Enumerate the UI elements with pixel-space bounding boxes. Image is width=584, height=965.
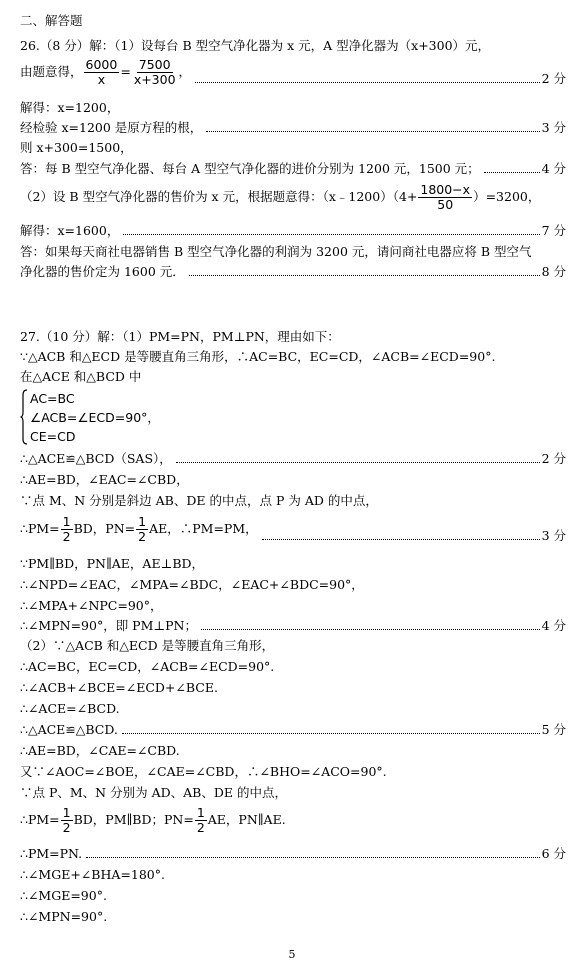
q26-equation — [20, 58, 191, 87]
q26-line-8 — [20, 223, 566, 239]
fraction-numerator: 6000 — [85, 57, 118, 72]
q26-line-5: 则 x+300=1500， — [20, 140, 133, 155]
line-text: ∴△ACE≌△BCD. — [20, 722, 118, 737]
line-text: 解得：x=1600， — [20, 223, 120, 238]
fraction-numerator: 1 — [62, 514, 71, 529]
leader-dots — [123, 234, 539, 235]
q26-equation-prefix: 由题意得， — [20, 64, 83, 79]
page-number: 5 — [288, 948, 296, 961]
q26-line-2 — [20, 58, 566, 87]
q27-line-15: ∴∠ACE=∠BCD. — [20, 701, 120, 716]
fraction-denominator: 2 — [138, 529, 147, 544]
leader-dots — [201, 629, 540, 630]
points-label: 4 分 — [541, 618, 566, 633]
q26-line-4 — [20, 120, 566, 136]
q26-line-9: 答：如果每天商社电器销售 B 型空气净化器的利润为 3200 元，请问商社电器应将 B 型空气 — [20, 244, 532, 259]
fraction-numerator: 1 — [196, 805, 205, 820]
fraction-denominator: x+300 — [133, 72, 176, 87]
line-text: 答：每 B 型空气净化器、每台 A 型空气净化器的进价分别为 1200 元，1500 元； — [20, 161, 480, 176]
q27-line-22: ∴∠MGE+∠BHA=180°. — [20, 867, 165, 882]
leader-dots — [195, 82, 540, 83]
points-label: 7 分 — [541, 223, 566, 238]
fraction-numerator: 7500 — [138, 57, 171, 72]
text-segment: BD，PN= — [73, 521, 136, 536]
q27-line-8: ∵PM∥BD，PN∥AE，AE⊥BD， — [20, 556, 205, 571]
q27-line-9: ∴∠NPD=∠EAC，∠MPA=∠BDC，∠EAC+∠BDC=90°， — [20, 577, 364, 592]
fraction-denominator: 2 — [62, 529, 71, 544]
fraction — [195, 806, 207, 835]
fraction — [61, 515, 73, 544]
left-brace-icon — [20, 389, 28, 445]
line-text: ∴∠MPN=90°，即 PM⊥PN； — [20, 618, 197, 633]
leader-dots — [206, 131, 539, 132]
q27-line-19: ∵点 P、M、N 分别为 AD、AB、DE 的中点， — [20, 785, 287, 800]
q27-line-16 — [20, 722, 566, 738]
q26-line-6 — [20, 161, 566, 177]
fraction — [84, 58, 120, 87]
leader-dots — [86, 857, 539, 858]
fraction — [418, 183, 472, 212]
q26-line-10 — [20, 264, 566, 280]
line-text: ∴PM=PN. — [20, 846, 83, 861]
fraction-numerator: 1800−x — [420, 182, 471, 197]
points-label: 3 分 — [541, 528, 566, 543]
leader-dots — [122, 733, 540, 734]
text-segment: AE，∴PM=PM， — [149, 521, 258, 536]
section-title: 二、解答题 — [20, 13, 83, 28]
q27-line-6: ∵点 M、N 分别是斜边 AB、DE 的中点，点 P 为 AD 的中点， — [20, 493, 378, 508]
q27-line-21 — [20, 846, 566, 862]
points-label: 2 分 — [541, 451, 566, 466]
line-text: （2）设 B 型空气净化器的售价为 x 元，根据题意得：（x﹣1200）（4+ — [20, 189, 418, 204]
line-text: ）=3200， — [473, 189, 541, 204]
line-text: 净化器的售价定为 1600 元． — [20, 264, 185, 279]
leader-dots — [484, 172, 540, 173]
points-label: 3 分 — [541, 120, 566, 135]
q27-line-14: ∴∠ACB+∠BCE=∠ECD+∠BCE. — [20, 680, 218, 695]
line-text: 经检验 x=1200 是原方程的根， — [20, 120, 203, 135]
fraction — [61, 806, 73, 835]
q27-line-18: 又∵∠AOC=∠BOE，∠CAE=∠CBD，∴∠BHO=∠ACO=90°. — [20, 764, 387, 779]
fraction-denominator: x — [97, 72, 106, 87]
leader-dots — [262, 539, 540, 540]
equation-2: ∠ACB=∠ECD=90°， — [30, 410, 160, 425]
q26-line-3: 解得：x=1200， — [20, 100, 120, 115]
fraction — [132, 58, 178, 87]
q27-line-11 — [20, 618, 566, 634]
q27-line-7 — [20, 515, 566, 544]
q27-line-3: 在△ACE 和△BCD 中 — [20, 369, 142, 384]
line-text — [20, 515, 258, 544]
line-text: ∴△ACE≌△BCD（SAS）， — [20, 451, 172, 466]
text-segment: BD，PM∥BD；PN= — [73, 812, 194, 827]
q27-line-2: ∵△ACB 和△ECD 是等腰直角三角形，∴AC=BC，EC=CD，∠ACB=∠ECD=90°. — [20, 349, 496, 364]
points-label: 2 分 — [541, 71, 566, 86]
text-segment: ∴PM= — [20, 521, 60, 536]
equation-1: AC=BC — [30, 391, 75, 406]
comma: ， — [178, 64, 192, 79]
leader-dots — [176, 462, 540, 463]
q27-line-13: ∴AC=BC，EC=CD，∠ACB=∠ECD=90°. — [20, 659, 275, 674]
q27-line-5: ∴AE=BD，∠EAC=∠CBD， — [20, 472, 189, 487]
q27-line-4 — [20, 451, 566, 467]
q27-line-1: 27.（10 分）解：（1）PM=PN，PM⊥PN，理由如下： — [20, 329, 340, 344]
points-label: 4 分 — [541, 161, 566, 176]
leader-dots — [189, 275, 540, 276]
q26-line-7 — [20, 183, 540, 212]
q27-line-10: ∴∠MPA+∠NPC=90°， — [20, 598, 163, 613]
q27-line-12: （2）∵△ACB 和△ECD 是等腰直角三角形， — [20, 638, 275, 653]
fraction-numerator: 1 — [62, 805, 71, 820]
q27-line-23: ∴∠MGE=90°. — [20, 888, 107, 903]
points-label: 8 分 — [541, 264, 566, 279]
fraction-denominator: 2 — [196, 820, 205, 835]
points-label: 5 分 — [541, 722, 566, 737]
q27-line-20 — [20, 806, 286, 835]
equation-system-lines — [30, 389, 160, 446]
equation-3: CE=CD — [30, 429, 76, 444]
q27-line-17: ∴AE=BD，∠CAE=∠CBD. — [20, 743, 180, 758]
points-label: 6 分 — [541, 846, 566, 861]
q26-line-1: 26.（8 分）解：（1）设每台 B 型空气净化器为 x 元，A 型净化器为（x+300）元， — [20, 38, 491, 53]
fraction-denominator: 2 — [62, 820, 71, 835]
equals-sign: = — [120, 64, 131, 79]
fraction — [136, 515, 148, 544]
fraction-denominator: 50 — [437, 197, 454, 212]
q27-line-24: ∴∠MPN=90°. — [20, 909, 108, 924]
text-segment: ∴PM= — [20, 812, 60, 827]
text-segment: AE，PN∥AE. — [207, 812, 286, 827]
fraction-numerator: 1 — [138, 514, 147, 529]
